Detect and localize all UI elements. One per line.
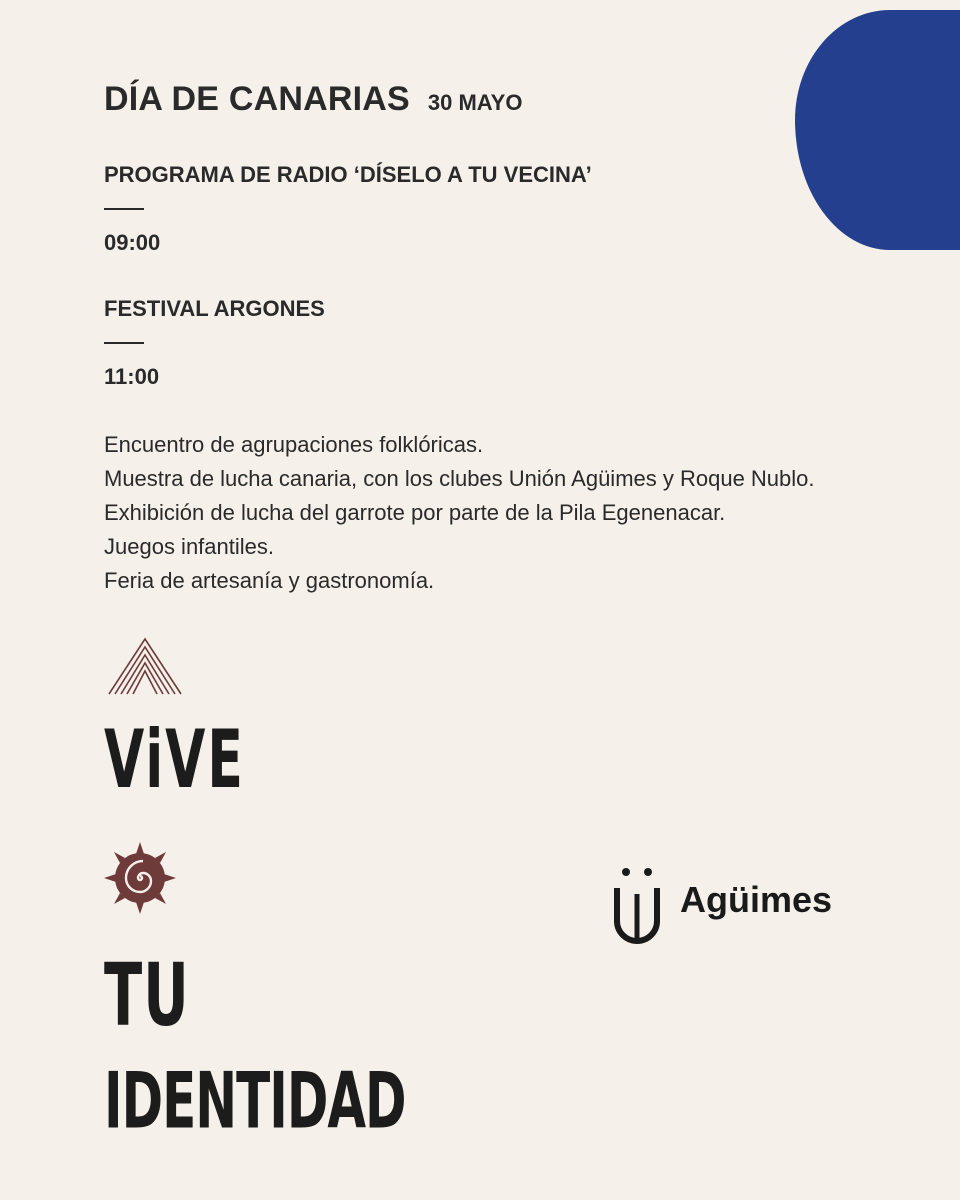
event-date: 30 MAYO — [427, 90, 523, 115]
spiral-sun-icon — [104, 842, 176, 914]
activity-list — [104, 428, 944, 598]
logo-name: Agüimes — [680, 879, 833, 920]
u-umlaut-logo-icon — [612, 866, 662, 944]
slogan-line-tu: TU — [104, 946, 190, 1047]
list-item: Exhibición de lucha del garrote por parte de la Pila Egenenacar. — [104, 500, 726, 525]
page-title: DÍA DE CANARIAS — [104, 80, 410, 118]
blue-accent-shape — [795, 10, 960, 250]
list-item: Encuentro de agrupaciones folklóricas. — [104, 432, 484, 457]
slogan-line-vive: ViVE — [104, 714, 245, 807]
page-header — [104, 80, 522, 119]
chevron-mountain-icon — [106, 636, 184, 698]
list-item: Muestra de lucha canaria, con los clubes Unión Agüimes y Roque Nublo. — [104, 466, 815, 491]
list-item: Feria de artesanía y gastronomía. — [104, 568, 435, 593]
divider-dash — [104, 342, 144, 344]
event-time-festival: 11:00 — [104, 364, 160, 389]
event-title-radio: PROGRAMA DE RADIO ‘DÍSELO A TU VECINA’ — [104, 162, 592, 187]
event-title-festival: FESTIVAL ARGONES — [104, 296, 325, 321]
divider-dash — [104, 208, 144, 210]
event-time-radio: 09:00 — [104, 230, 161, 255]
list-item: Juegos infantiles. — [104, 534, 274, 559]
slogan-line-identidad: IDENTIDAD — [104, 1056, 406, 1146]
